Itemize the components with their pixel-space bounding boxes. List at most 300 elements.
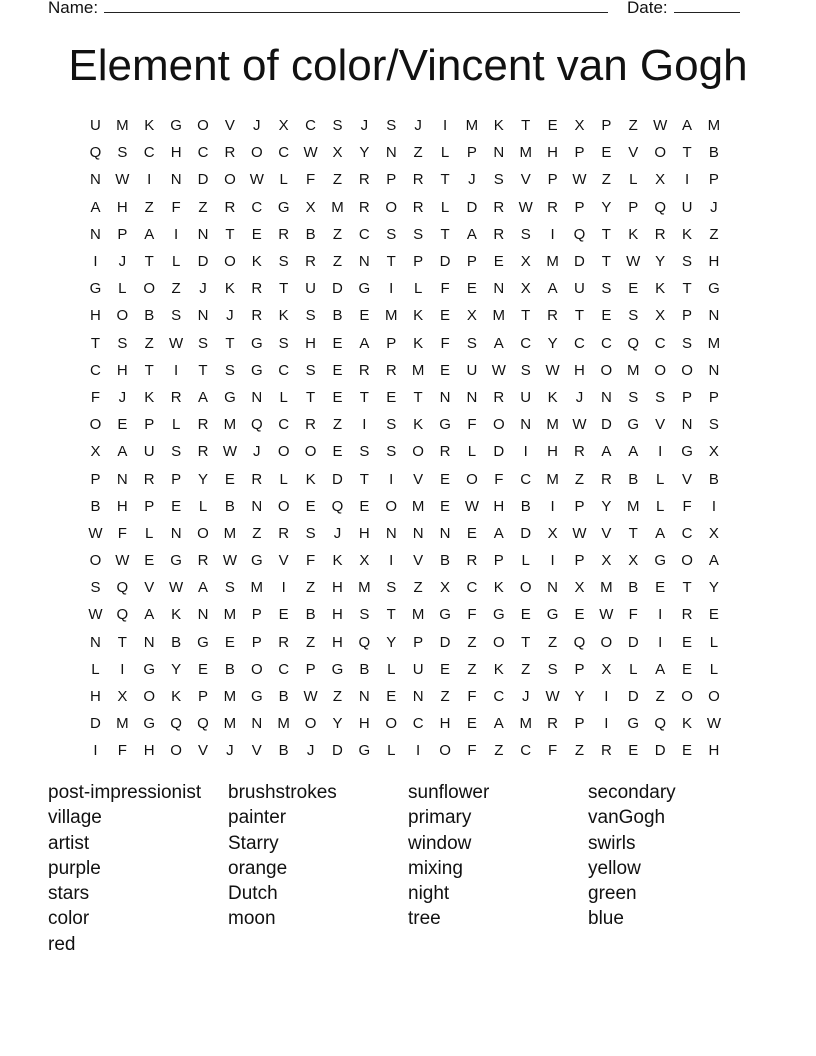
grid-letter[interactable]: E (386, 688, 397, 706)
grid-letter[interactable]: Z (574, 470, 585, 488)
grid-letter[interactable]: T (440, 171, 450, 189)
grid-letter[interactable]: D (439, 253, 451, 271)
grid-letter[interactable]: N (708, 361, 720, 379)
grid-letter[interactable]: W (303, 144, 318, 162)
grid-letter[interactable]: W (249, 171, 264, 189)
grid-letter[interactable]: A (708, 552, 719, 570)
grid-letter[interactable]: W (169, 334, 184, 352)
grid-letter[interactable]: W (545, 688, 560, 706)
grid-letter[interactable]: S (386, 416, 397, 434)
grid-letter[interactable]: S (547, 660, 558, 678)
grid-letter[interactable]: E (332, 334, 343, 352)
grid-letter[interactable]: L (279, 388, 288, 406)
grid-letter[interactable]: H (493, 497, 505, 515)
grid-letter[interactable]: S (708, 416, 719, 434)
grid-letter[interactable]: X (628, 552, 639, 570)
grid-letter[interactable]: E (493, 253, 504, 271)
grid-letter[interactable]: T (198, 361, 208, 379)
grid-letter[interactable]: G (277, 198, 290, 216)
grid-letter[interactable]: J (521, 688, 530, 706)
grid-letter[interactable]: K (278, 307, 289, 325)
grid-letter[interactable]: O (519, 579, 532, 597)
grid-letter[interactable]: B (305, 225, 316, 243)
grid-letter[interactable]: E (628, 280, 639, 298)
grid-letter[interactable]: S (628, 307, 639, 325)
grid-letter[interactable]: N (412, 524, 424, 542)
grid-letter[interactable]: T (601, 253, 611, 271)
grid-letter[interactable]: R (574, 443, 585, 461)
grid-letter[interactable]: J (306, 742, 315, 760)
grid-letter[interactable]: H (116, 361, 128, 379)
grid-letter[interactable]: B (90, 497, 101, 515)
grid-letter[interactable]: S (493, 171, 504, 189)
grid-letter[interactable]: Q (654, 198, 666, 216)
grid-letter[interactable]: Y (601, 497, 612, 515)
grid-letter[interactable]: S (305, 361, 316, 379)
grid-letter[interactable]: T (144, 361, 154, 379)
grid-letter[interactable]: I (550, 225, 555, 243)
grid-letter[interactable]: E (440, 307, 451, 325)
grid-letter[interactable]: Z (655, 688, 665, 706)
grid-letter[interactable]: N (385, 144, 397, 162)
grid-letter[interactable]: I (174, 361, 179, 379)
grid-letter[interactable]: K (493, 579, 504, 597)
grid-letter[interactable]: K (251, 253, 262, 271)
grid-letter[interactable]: M (546, 253, 559, 271)
grid-letter[interactable]: B (708, 144, 719, 162)
grid-letter[interactable]: F (171, 198, 181, 216)
grid-letter[interactable]: B (305, 606, 316, 624)
grid-letter[interactable]: M (707, 334, 721, 352)
grid-letter[interactable]: O (277, 497, 290, 515)
grid-letter[interactable]: J (360, 117, 369, 135)
grid-letter[interactable]: T (279, 280, 289, 298)
grid-letter[interactable]: K (171, 606, 182, 624)
grid-letter[interactable]: P (90, 470, 101, 488)
grid-letter[interactable]: D (520, 524, 532, 542)
grid-letter[interactable]: O (197, 117, 209, 135)
grid-letter[interactable]: L (145, 524, 154, 542)
grid-letter[interactable]: N (681, 416, 693, 434)
grid-letter[interactable]: F (440, 334, 450, 352)
grid-letter[interactable]: Y (574, 688, 585, 706)
grid-letter[interactable]: T (117, 633, 127, 651)
grid-letter[interactable]: H (116, 497, 128, 515)
grid-letter[interactable]: L (118, 280, 127, 298)
grid-letter[interactable]: Y (171, 660, 182, 678)
grid-letter[interactable]: H (332, 579, 343, 597)
grid-letter[interactable]: O (492, 633, 505, 651)
grid-letter[interactable]: O (277, 443, 290, 461)
grid-letter[interactable]: W (572, 416, 587, 434)
grid-letter[interactable]: V (413, 470, 424, 488)
grid-letter[interactable]: L (279, 171, 288, 189)
grid-letter[interactable]: O (708, 688, 720, 706)
grid-letter[interactable]: B (440, 552, 451, 570)
grid-letter[interactable]: A (493, 334, 504, 352)
grid-letter[interactable]: I (120, 660, 125, 678)
grid-letter[interactable]: E (440, 660, 451, 678)
grid-letter[interactable]: G (439, 416, 451, 434)
grid-letter[interactable]: T (386, 253, 396, 271)
grid-letter[interactable]: A (144, 606, 155, 624)
grid-letter[interactable]: P (574, 552, 585, 570)
grid-letter[interactable]: Q (250, 416, 263, 434)
grid-letter[interactable]: M (116, 117, 129, 135)
grid-letter[interactable]: F (467, 606, 477, 624)
grid-letter[interactable]: N (170, 524, 182, 542)
grid-letter[interactable]: I (658, 633, 663, 651)
grid-letter[interactable]: A (117, 443, 128, 461)
grid-letter[interactable]: E (332, 361, 343, 379)
grid-letter[interactable]: F (682, 497, 692, 515)
grid-letter[interactable]: L (709, 633, 719, 651)
grid-letter[interactable]: E (628, 742, 639, 760)
grid-letter[interactable]: O (143, 280, 156, 298)
grid-letter[interactable]: I (93, 742, 98, 760)
grid-letter[interactable]: W (222, 443, 237, 461)
grid-letter[interactable]: O (304, 715, 317, 733)
grid-letter[interactable]: B (278, 688, 289, 706)
grid-letter[interactable]: E (574, 606, 585, 624)
grid-letter[interactable]: N (520, 416, 532, 434)
grid-letter[interactable]: L (198, 497, 208, 515)
grid-letter[interactable]: R (251, 470, 263, 488)
grid-letter[interactable]: R (681, 606, 693, 624)
grid-letter[interactable]: M (223, 688, 237, 706)
grid-letter[interactable]: G (224, 388, 236, 406)
grid-letter[interactable]: M (600, 579, 613, 597)
grid-letter[interactable]: T (359, 388, 369, 406)
grid-letter[interactable]: R (224, 198, 236, 216)
grid-letter[interactable]: Z (467, 660, 477, 678)
grid-letter[interactable]: P (574, 144, 585, 162)
grid-letter[interactable]: A (493, 524, 504, 542)
grid-letter[interactable]: L (413, 280, 423, 298)
grid-letter[interactable]: R (251, 280, 263, 298)
grid-letter[interactable]: C (520, 334, 532, 352)
grid-letter[interactable]: L (440, 144, 450, 162)
grid-letter[interactable]: N (466, 388, 478, 406)
grid-letter[interactable]: K (682, 225, 693, 243)
grid-letter[interactable]: I (658, 443, 663, 461)
grid-letter[interactable]: E (708, 606, 719, 624)
grid-letter[interactable]: P (386, 171, 397, 189)
grid-letter[interactable]: I (389, 470, 394, 488)
grid-letter[interactable]: Z (332, 416, 343, 434)
grid-letter[interactable]: S (171, 307, 182, 325)
grid-letter[interactable]: O (224, 253, 236, 271)
grid-letter[interactable]: W (518, 198, 533, 216)
grid-letter[interactable]: N (116, 470, 128, 488)
grid-letter[interactable]: R (251, 307, 263, 325)
grid-letter[interactable]: M (331, 198, 344, 216)
grid-letter[interactable]: P (547, 171, 558, 189)
grid-letter[interactable]: X (708, 443, 719, 461)
grid-letter[interactable]: E (682, 742, 693, 760)
grid-letter[interactable]: J (226, 307, 234, 325)
grid-letter[interactable]: R (547, 715, 558, 733)
grid-letter[interactable]: A (359, 334, 370, 352)
grid-letter[interactable]: T (628, 524, 638, 542)
grid-letter[interactable]: G (250, 688, 263, 706)
grid-letter[interactable]: N (197, 225, 209, 243)
grid-letter[interactable]: U (574, 280, 585, 298)
grid-letter[interactable]: S (198, 334, 209, 352)
grid-letter[interactable]: Q (116, 579, 129, 597)
grid-letter[interactable]: M (519, 715, 532, 733)
grid-letter[interactable]: B (224, 660, 235, 678)
grid-letter[interactable]: R (197, 443, 209, 461)
grid-letter[interactable]: U (520, 388, 532, 406)
grid-letter[interactable]: O (600, 633, 613, 651)
grid-letter[interactable]: Z (521, 660, 531, 678)
grid-letter[interactable]: X (332, 144, 343, 162)
grid-letter[interactable]: P (305, 660, 316, 678)
grid-letter[interactable]: X (574, 579, 585, 597)
grid-letter[interactable]: P (682, 307, 693, 325)
grid-letter[interactable]: J (575, 388, 584, 406)
grid-letter[interactable]: U (412, 660, 424, 678)
grid-letter[interactable]: R (466, 552, 478, 570)
grid-letter[interactable]: D (493, 443, 505, 461)
grid-letter[interactable]: O (170, 742, 182, 760)
grid-letter[interactable]: B (224, 497, 235, 515)
grid-letter[interactable]: X (601, 552, 612, 570)
grid-letter[interactable]: X (278, 117, 289, 135)
grid-letter[interactable]: E (278, 606, 289, 624)
grid-letter[interactable]: H (358, 715, 370, 733)
grid-letter[interactable]: B (628, 470, 639, 488)
grid-letter[interactable]: G (89, 280, 102, 298)
grid-letter[interactable]: Z (332, 253, 343, 271)
grid-letter[interactable]: M (223, 715, 237, 733)
grid-letter[interactable]: E (520, 606, 531, 624)
grid-letter[interactable]: T (682, 280, 692, 298)
grid-letter[interactable]: F (440, 280, 450, 298)
grid-letter[interactable]: Z (305, 579, 316, 597)
grid-letter[interactable]: R (385, 361, 397, 379)
grid-letter[interactable]: D (332, 470, 343, 488)
grid-letter[interactable]: A (682, 117, 693, 135)
grid-letter[interactable]: R (493, 198, 505, 216)
grid-letter[interactable]: O (681, 688, 693, 706)
grid-letter[interactable]: J (118, 253, 127, 271)
grid-letter[interactable]: Q (627, 334, 640, 352)
grid-letter[interactable]: F (467, 688, 477, 706)
grid-letter[interactable]: C (466, 579, 478, 597)
grid-letter[interactable]: L (171, 253, 181, 271)
grid-letter[interactable]: L (629, 660, 638, 678)
grid-letter[interactable]: I (658, 606, 663, 624)
grid-letter[interactable]: Y (601, 198, 612, 216)
grid-letter[interactable]: T (601, 225, 611, 243)
grid-letter[interactable]: X (601, 660, 612, 678)
grid-letter[interactable]: V (413, 552, 424, 570)
grid-letter[interactable]: V (144, 579, 155, 597)
grid-letter[interactable]: K (493, 117, 504, 135)
grid-letter[interactable]: A (198, 579, 209, 597)
grid-letter[interactable]: A (655, 660, 666, 678)
grid-letter[interactable]: N (439, 524, 451, 542)
date-field[interactable] (674, 0, 740, 13)
grid-letter[interactable]: N (197, 606, 209, 624)
grid-letter[interactable]: V (278, 552, 289, 570)
grid-letter[interactable]: E (466, 280, 477, 298)
grid-letter[interactable]: T (305, 388, 316, 406)
grid-letter[interactable]: W (626, 253, 641, 271)
grid-letter[interactable]: T (90, 334, 101, 352)
grid-letter[interactable]: W (464, 497, 479, 515)
grid-letter[interactable]: R (600, 470, 612, 488)
grid-letter[interactable]: R (358, 171, 370, 189)
grid-letter[interactable]: N (197, 307, 209, 325)
grid-letter[interactable]: E (655, 579, 666, 597)
grid-letter[interactable]: X (117, 688, 128, 706)
grid-letter[interactable]: H (116, 198, 128, 216)
grid-letter[interactable]: Y (547, 334, 558, 352)
grid-letter[interactable]: C (278, 660, 290, 678)
grid-letter[interactable]: L (521, 552, 530, 570)
grid-letter[interactable]: S (682, 253, 693, 271)
grid-letter[interactable]: R (278, 633, 290, 651)
grid-letter[interactable]: U (305, 280, 316, 298)
grid-letter[interactable]: I (281, 579, 286, 597)
grid-letter[interactable]: G (250, 552, 263, 570)
grid-letter[interactable]: Z (709, 225, 719, 243)
grid-letter[interactable]: G (250, 361, 263, 379)
grid-letter[interactable]: P (413, 633, 424, 651)
grid-letter[interactable]: K (682, 715, 693, 733)
grid-letter[interactable]: R (493, 388, 505, 406)
grid-letter[interactable]: Z (144, 198, 154, 216)
grid-letter[interactable]: P (198, 688, 209, 706)
grid-letter[interactable]: Z (494, 742, 504, 760)
grid-letter[interactable]: I (389, 280, 394, 298)
grid-letter[interactable]: E (144, 552, 155, 570)
grid-letter[interactable]: G (681, 443, 693, 461)
grid-letter[interactable]: E (305, 497, 316, 515)
grid-letter[interactable]: O (250, 660, 263, 678)
grid-letter[interactable]: E (171, 497, 182, 515)
grid-letter[interactable]: E (601, 307, 612, 325)
grid-letter[interactable]: Y (386, 633, 397, 651)
grid-letter[interactable]: C (251, 198, 263, 216)
grid-letter[interactable]: A (90, 198, 101, 216)
grid-letter[interactable]: P (413, 253, 424, 271)
grid-letter[interactable]: O (89, 552, 102, 570)
grid-letter[interactable]: C (574, 334, 585, 352)
grid-letter[interactable]: M (465, 117, 479, 135)
grid-letter[interactable]: E (682, 633, 693, 651)
grid-letter[interactable]: M (223, 524, 237, 542)
grid-letter[interactable]: N (251, 388, 263, 406)
grid-letter[interactable]: C (681, 524, 693, 542)
grid-letter[interactable]: C (520, 742, 532, 760)
grid-letter[interactable]: S (224, 579, 235, 597)
grid-letter[interactable]: O (89, 416, 102, 434)
grid-letter[interactable]: F (117, 742, 127, 760)
grid-letter[interactable]: R (547, 198, 558, 216)
grid-letter[interactable]: S (628, 388, 639, 406)
grid-letter[interactable]: N (358, 688, 370, 706)
grid-letter[interactable]: T (521, 117, 531, 135)
grid-letter[interactable]: O (492, 416, 505, 434)
grid-letter[interactable]: N (143, 633, 155, 651)
grid-letter[interactable]: C (278, 144, 290, 162)
grid-letter[interactable]: E (440, 361, 451, 379)
grid-letter[interactable]: A (601, 443, 612, 461)
grid-letter[interactable]: K (628, 225, 639, 243)
grid-letter[interactable]: N (90, 633, 101, 651)
grid-letter[interactable]: M (627, 361, 640, 379)
grid-letter[interactable]: K (413, 334, 424, 352)
grid-letter[interactable]: G (250, 334, 263, 352)
grid-letter[interactable]: O (385, 715, 398, 733)
grid-letter[interactable]: P (682, 388, 693, 406)
grid-letter[interactable]: B (708, 470, 719, 488)
grid-letter[interactable]: N (708, 307, 720, 325)
grid-letter[interactable]: G (627, 715, 640, 733)
grid-letter[interactable]: K (144, 117, 155, 135)
grid-letter[interactable]: N (493, 144, 505, 162)
grid-letter[interactable]: G (358, 280, 371, 298)
grid-letter[interactable]: H (305, 334, 316, 352)
grid-letter[interactable]: D (197, 171, 209, 189)
grid-letter[interactable]: A (198, 388, 209, 406)
grid-letter[interactable]: Z (601, 171, 611, 189)
grid-letter[interactable]: S (466, 334, 477, 352)
grid-letter[interactable]: R (493, 225, 505, 243)
grid-letter[interactable]: V (655, 416, 666, 434)
grid-letter[interactable]: Q (170, 715, 182, 733)
grid-letter[interactable]: W (599, 606, 614, 624)
grid-letter[interactable]: N (90, 171, 101, 189)
grid-letter[interactable]: O (385, 497, 398, 515)
grid-letter[interactable]: Y (359, 144, 370, 162)
grid-letter[interactable]: D (332, 280, 343, 298)
grid-letter[interactable]: W (222, 552, 237, 570)
grid-letter[interactable]: W (88, 606, 103, 624)
grid-letter[interactable]: W (572, 171, 587, 189)
grid-letter[interactable]: Q (331, 497, 344, 515)
grid-letter[interactable]: I (389, 552, 394, 570)
grid-letter[interactable]: L (387, 660, 396, 678)
grid-letter[interactable]: J (414, 117, 422, 135)
grid-letter[interactable]: J (468, 171, 476, 189)
grid-letter[interactable]: M (546, 416, 559, 434)
grid-letter[interactable]: E (251, 225, 262, 243)
grid-letter[interactable]: H (332, 606, 343, 624)
grid-letter[interactable]: Z (440, 688, 450, 706)
grid-letter[interactable]: W (88, 524, 103, 542)
grid-letter[interactable]: S (386, 117, 397, 135)
grid-letter[interactable]: S (413, 225, 424, 243)
grid-letter[interactable]: I (604, 688, 609, 706)
grid-letter[interactable]: M (707, 117, 721, 135)
grid-letter[interactable]: S (601, 280, 612, 298)
grid-letter[interactable]: S (117, 144, 128, 162)
grid-letter[interactable]: U (143, 443, 155, 461)
grid-letter[interactable]: V (198, 742, 209, 760)
grid-letter[interactable]: H (547, 144, 558, 162)
grid-letter[interactable]: Q (358, 633, 371, 651)
grid-letter[interactable]: N (385, 524, 397, 542)
grid-letter[interactable]: J (199, 280, 207, 298)
grid-letter[interactable]: R (439, 443, 451, 461)
grid-letter[interactable]: E (440, 497, 451, 515)
grid-letter[interactable]: O (681, 361, 693, 379)
